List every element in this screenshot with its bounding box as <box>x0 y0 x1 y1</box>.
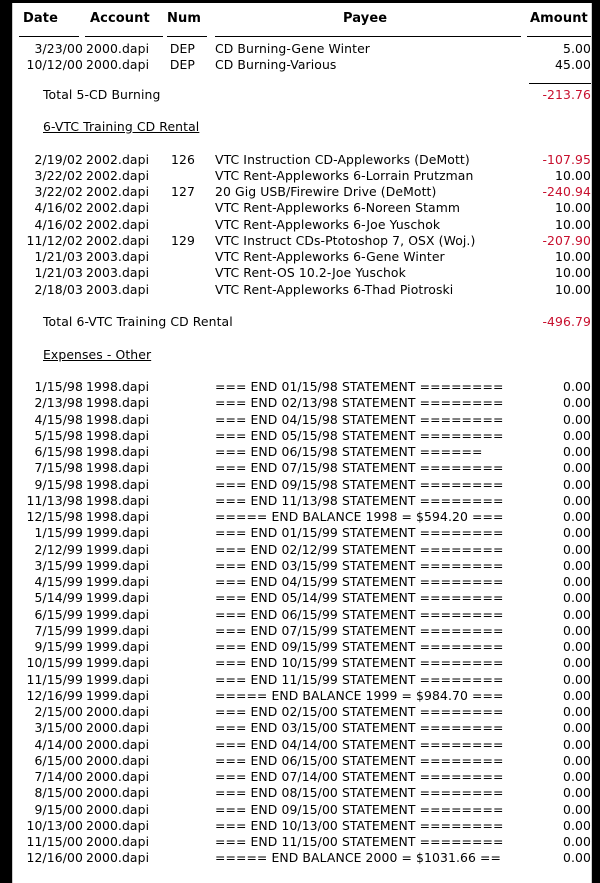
account-cell: 1999.dapi <box>86 574 150 589</box>
account-cell: 1999.dapi <box>86 541 150 557</box>
date-cell: 2/18/03 <box>34 281 83 297</box>
table-row[interactable] <box>13 152 591 168</box>
date-cell: 11/15/00 <box>26 834 83 849</box>
date-cell: 2/12/99 <box>34 541 83 557</box>
account-cell: 1999.dapi <box>86 557 150 573</box>
table-row[interactable] <box>13 249 591 265</box>
total-amount: -213.76 <box>542 86 591 102</box>
header-account[interactable]: Account <box>90 11 150 26</box>
payee-cell: VTC Rent-Appleworks 6-Noreen Stamm <box>215 200 461 216</box>
payee-cell: === END 07/15/99 STATEMENT ======== <box>215 622 504 638</box>
date-cell: 9/15/99 <box>34 639 83 654</box>
account-cell: 1998.dapi <box>86 492 150 508</box>
table-row[interactable] <box>13 850 591 866</box>
account-cell: 2003.dapi <box>86 265 150 281</box>
amount-cell: -207.90 <box>542 232 591 248</box>
payee-cell: === END 02/15/00 STATEMENT ======== <box>215 704 504 719</box>
date-cell: 1/21/03 <box>34 265 83 281</box>
num-cell: 126 <box>171 151 195 167</box>
date-cell: 5/14/99 <box>34 590 83 606</box>
header-date[interactable]: Date <box>23 11 58 26</box>
amount-cell: 0.00 <box>563 395 591 411</box>
account-cell: 2000.dapi <box>86 801 150 817</box>
amount-cell: 0.00 <box>563 785 591 801</box>
table-row[interactable] <box>13 737 591 753</box>
payee-cell: === END 05/14/99 STATEMENT ======== <box>215 590 504 606</box>
payee-cell: === END 02/13/98 STATEMENT ======== <box>215 395 504 411</box>
amount-cell: 0.00 <box>563 574 591 589</box>
table-row[interactable] <box>13 493 591 509</box>
payee-cell: === END 11/15/99 STATEMENT ======== <box>215 671 504 687</box>
table-row[interactable] <box>13 233 591 249</box>
payee-cell: === END 09/15/99 STATEMENT ======== <box>215 639 504 654</box>
header-rule-account <box>85 36 163 37</box>
account-cell: 2000.dapi <box>86 720 150 736</box>
date-cell: 2/19/02 <box>34 151 83 167</box>
payee-cell: === END 07/15/98 STATEMENT ======== <box>215 460 504 476</box>
date-cell: 4/16/02 <box>34 216 83 232</box>
amount-cell: 0.00 <box>563 801 591 817</box>
account-cell: 2000.dapi <box>86 41 150 56</box>
amount-cell: 45.00 <box>555 57 591 73</box>
table-row[interactable] <box>13 623 591 639</box>
date-cell: 12/15/98 <box>26 509 83 524</box>
payee-cell: === END 04/15/98 STATEMENT ======== <box>215 411 504 427</box>
total-label: Total 5-CD Burning <box>43 86 161 102</box>
date-cell: 2/15/00 <box>34 704 83 719</box>
date-cell: 9/15/98 <box>34 476 83 492</box>
table-row[interactable] <box>13 818 591 834</box>
amount-cell: 0.00 <box>563 655 591 671</box>
amount-cell: 0.00 <box>563 606 591 622</box>
date-cell: 7/15/98 <box>34 460 83 476</box>
date-cell: 11/13/98 <box>26 492 83 508</box>
amount-cell: -107.95 <box>542 151 591 167</box>
table-row[interactable] <box>13 753 591 769</box>
amount-cell: 0.00 <box>563 720 591 736</box>
account-cell: 2000.dapi <box>86 817 150 833</box>
group2-rows <box>13 152 591 298</box>
payee-cell: === END 05/15/98 STATEMENT ======== <box>215 427 504 443</box>
payee-cell: === END 06/15/00 STATEMENT ======== <box>215 752 504 768</box>
amount-cell: 0.00 <box>563 557 591 573</box>
account-cell: 1999.dapi <box>86 671 150 687</box>
table-row[interactable] <box>13 444 591 460</box>
account-cell: 2000.dapi <box>86 752 150 768</box>
table-row[interactable] <box>13 168 591 184</box>
section-title: 6-VTC Training CD Rental <box>43 119 200 134</box>
payee-cell: === END 07/14/00 STATEMENT ======== <box>215 769 504 784</box>
table-row[interactable] <box>13 558 591 574</box>
amount-cell: 0.00 <box>563 704 591 719</box>
date-cell: 4/15/98 <box>34 411 83 427</box>
account-cell: 2002.dapi <box>86 151 150 167</box>
amount-cell: 0.00 <box>563 590 591 606</box>
num-cell: 129 <box>171 232 195 248</box>
table-row[interactable] <box>13 282 591 298</box>
amount-cell: 0.00 <box>563 509 591 524</box>
account-cell: 1999.dapi <box>86 622 150 638</box>
date-cell: 3/22/02 <box>34 184 83 199</box>
table-row[interactable] <box>13 672 591 688</box>
amount-cell: 0.00 <box>563 834 591 849</box>
payee-cell: === END 10/15/99 STATEMENT ======== <box>215 655 504 671</box>
payee-cell: === END 09/15/98 STATEMENT ======== <box>215 476 504 492</box>
num-cell: DEP <box>169 57 195 73</box>
account-cell: 1999.dapi <box>86 606 150 622</box>
date-cell: 3/22/02 <box>34 167 83 183</box>
table-row[interactable] <box>13 379 591 395</box>
payee-cell: VTC Instruct CDs-Ptotoshop 7, OSX (Woj.) <box>215 232 476 248</box>
date-cell: 1/15/98 <box>34 379 83 394</box>
table-row[interactable] <box>13 542 591 558</box>
payee-cell: ===== END BALANCE 1998 = $594.20 === <box>215 509 504 524</box>
table-row[interactable] <box>13 607 591 623</box>
table-row[interactable] <box>13 785 591 801</box>
payee-cell: VTC Rent-Appleworks 6-Thad Piotroski <box>215 281 454 297</box>
table-row[interactable] <box>13 41 591 57</box>
num-cell: DEP <box>169 41 195 56</box>
table-row[interactable] <box>13 802 591 818</box>
total-amount: -496.79 <box>542 314 591 329</box>
header-amount[interactable]: Amount <box>530 11 588 26</box>
payee-cell: === END 04/14/00 STATEMENT ======== <box>215 736 504 752</box>
amount-cell: 0.00 <box>563 525 591 541</box>
payee-cell: === END 03/15/00 STATEMENT ======== <box>215 720 504 736</box>
date-cell: 3/23/00 <box>34 41 83 56</box>
account-cell: 2002.dapi <box>86 216 150 232</box>
header-payee[interactable]: Payee <box>343 11 388 26</box>
date-cell: 4/16/02 <box>34 200 83 216</box>
table-row[interactable] <box>13 574 591 590</box>
table-row[interactable] <box>13 217 591 233</box>
date-cell: 10/13/00 <box>26 817 83 833</box>
amount-cell: 0.00 <box>563 444 591 459</box>
date-cell: 7/15/99 <box>34 622 83 638</box>
total-row[interactable] <box>13 87 591 103</box>
account-cell: 2002.dapi <box>86 232 150 248</box>
account-cell: 1998.dapi <box>86 460 150 476</box>
account-cell: 1998.dapi <box>86 427 150 443</box>
payee-cell: === END 06/15/98 STATEMENT ====== <box>215 444 483 459</box>
column-header-row <box>13 3 591 41</box>
amount-cell: 0.00 <box>563 541 591 557</box>
amount-rule-row <box>13 74 591 87</box>
account-cell: 2000.dapi <box>86 850 150 866</box>
account-cell: 2002.dapi <box>86 200 150 216</box>
payee-cell: ===== END BALANCE 2000 = $1031.66 == <box>215 850 501 866</box>
account-cell: 1999.dapi <box>86 639 150 654</box>
amount-cell: 10.00 <box>555 167 591 183</box>
account-cell: 1998.dapi <box>86 379 150 394</box>
account-cell: 1999.dapi <box>86 655 150 671</box>
amount-cell: 10.00 <box>555 216 591 232</box>
header-rule-date <box>19 36 79 37</box>
payee-cell: === END 06/15/99 STATEMENT ======== <box>215 606 504 622</box>
payee-cell: === END 02/12/99 STATEMENT ======== <box>215 541 504 557</box>
account-cell: 1998.dapi <box>86 509 150 524</box>
table-row[interactable] <box>13 460 591 476</box>
date-cell: 10/12/00 <box>26 57 83 73</box>
date-cell: 1/21/03 <box>34 249 83 264</box>
table-row[interactable] <box>13 477 591 493</box>
payee-cell: === END 11/13/98 STATEMENT ======== <box>215 492 504 508</box>
date-cell: 6/15/98 <box>34 444 83 459</box>
table-row[interactable] <box>13 428 591 444</box>
account-cell: 2000.dapi <box>86 57 150 73</box>
payee-cell: VTC Instruction CD-Appleworks (DeMott) <box>215 151 470 167</box>
account-cell: 1998.dapi <box>86 411 150 427</box>
amount-cell: 0.00 <box>563 411 591 427</box>
report-page <box>12 3 592 883</box>
window-frame <box>3 3 597 877</box>
payee-cell: === END 10/13/00 STATEMENT ======== <box>215 817 504 833</box>
table-row[interactable] <box>13 704 591 720</box>
amount-cell: 0.00 <box>563 427 591 443</box>
amount-cell: 0.00 <box>563 687 591 703</box>
amount-cell: 10.00 <box>555 200 591 216</box>
table-row[interactable] <box>13 655 591 671</box>
date-cell: 3/15/00 <box>34 720 83 736</box>
subtotal-rule <box>529 83 591 84</box>
amount-cell: 10.00 <box>555 265 591 281</box>
payee-cell: 20 Gig USB/Firewire Drive (DeMott) <box>215 184 437 199</box>
account-cell: 1999.dapi <box>86 687 150 703</box>
date-cell: 12/16/00 <box>26 850 83 866</box>
date-cell: 1/15/99 <box>34 525 83 541</box>
date-cell: 10/15/99 <box>26 655 83 671</box>
group3-rows <box>13 379 591 867</box>
payee-cell: VTC Rent-OS 10.2-Joe Yuschok <box>215 265 406 281</box>
total-label: Total 6-VTC Training CD Rental <box>43 314 233 329</box>
table-row[interactable] <box>13 200 591 216</box>
date-cell: 2/13/98 <box>34 395 83 411</box>
amount-cell: 0.00 <box>563 850 591 866</box>
payee-cell: === END 04/15/99 STATEMENT ======== <box>215 574 504 589</box>
date-cell: 11/12/02 <box>26 232 83 248</box>
section-title: Expenses - Other <box>43 346 152 362</box>
account-cell: 1999.dapi <box>86 590 150 606</box>
account-cell: 2000.dapi <box>86 769 150 784</box>
table-row[interactable] <box>13 769 591 785</box>
header-rule-amount <box>527 36 591 37</box>
account-cell: 2002.dapi <box>86 167 150 183</box>
table-row[interactable] <box>13 688 591 704</box>
amount-cell: 0.00 <box>563 752 591 768</box>
payee-cell: === END 03/15/99 STATEMENT ======== <box>215 557 504 573</box>
payee-cell: CD Burning-Various <box>215 57 337 73</box>
account-cell: 2000.dapi <box>86 834 150 849</box>
header-num[interactable]: Num <box>167 11 201 26</box>
amount-cell: 0.00 <box>563 639 591 654</box>
amount-cell: 0.00 <box>563 769 591 784</box>
payee-cell: VTC Rent-Appleworks 6-Joe Yuschok <box>215 216 441 232</box>
date-cell: 6/15/99 <box>34 606 83 622</box>
amount-cell: 0.00 <box>563 476 591 492</box>
payee-cell: VTC Rent-Appleworks 6-Gene Winter <box>215 249 445 264</box>
date-cell: 3/15/99 <box>34 557 83 573</box>
date-cell: 11/15/99 <box>26 671 83 687</box>
num-cell: 127 <box>171 184 195 199</box>
table-row[interactable] <box>13 720 591 736</box>
payee-cell: === END 01/15/99 STATEMENT ======== <box>215 525 504 541</box>
payee-cell: === END 09/15/00 STATEMENT ======== <box>215 801 504 817</box>
table-row[interactable] <box>13 395 591 411</box>
table-row[interactable] <box>13 509 591 525</box>
payee-cell: VTC Rent-Appleworks 6-Lorrain Prutzman <box>215 167 474 183</box>
date-cell: 9/15/00 <box>34 801 83 817</box>
table-row[interactable] <box>13 590 591 606</box>
table-row[interactable] <box>13 525 591 541</box>
amount-cell: 0.00 <box>563 671 591 687</box>
date-cell: 5/15/98 <box>34 427 83 443</box>
date-cell: 4/15/99 <box>34 574 83 589</box>
amount-cell: 10.00 <box>555 249 591 264</box>
amount-cell: -240.94 <box>542 184 591 199</box>
payee-cell: === END 11/15/00 STATEMENT ======== <box>215 834 504 849</box>
table-row[interactable] <box>13 57 591 73</box>
account-cell: 2000.dapi <box>86 704 150 719</box>
account-cell: 1999.dapi <box>86 525 150 541</box>
payee-cell: === END 08/15/00 STATEMENT ======== <box>215 785 504 801</box>
amount-cell: 5.00 <box>563 41 591 56</box>
payee-cell: ===== END BALANCE 1999 = $984.70 === <box>215 687 504 703</box>
header-rule-num <box>167 36 207 37</box>
amount-cell: 0.00 <box>563 379 591 394</box>
amount-cell: 0.00 <box>563 622 591 638</box>
payee-cell: CD Burning-Gene Winter <box>215 41 370 56</box>
date-cell: 6/15/00 <box>34 752 83 768</box>
account-cell: 2003.dapi <box>86 249 150 264</box>
account-cell: 2003.dapi <box>86 281 150 297</box>
date-cell: 7/14/00 <box>34 769 83 784</box>
table-row[interactable] <box>13 184 591 200</box>
date-cell: 8/15/00 <box>34 785 83 801</box>
payee-cell: === END 01/15/98 STATEMENT ======== <box>215 379 504 394</box>
table-row[interactable] <box>13 412 591 428</box>
date-cell: 4/14/00 <box>34 736 83 752</box>
account-cell: 2002.dapi <box>86 184 150 199</box>
account-cell: 2000.dapi <box>86 736 150 752</box>
amount-cell: 0.00 <box>563 460 591 476</box>
table-row[interactable] <box>13 834 591 850</box>
section-title-row <box>13 119 591 135</box>
date-cell: 12/16/99 <box>26 687 83 703</box>
account-cell: 2000.dapi <box>86 785 150 801</box>
header-rule-payee <box>215 36 521 37</box>
account-cell: 1998.dapi <box>86 444 150 459</box>
table-row[interactable] <box>13 265 591 281</box>
transaction-report <box>13 3 591 867</box>
amount-cell: 10.00 <box>555 281 591 297</box>
amount-cell: 0.00 <box>563 492 591 508</box>
account-cell: 1998.dapi <box>86 395 150 411</box>
account-cell: 1998.dapi <box>86 476 150 492</box>
total-row[interactable] <box>13 314 591 330</box>
table-row[interactable] <box>13 639 591 655</box>
amount-cell: 0.00 <box>563 736 591 752</box>
section-title-row <box>13 347 591 363</box>
group1-rows <box>13 41 591 74</box>
amount-cell: 0.00 <box>563 817 591 833</box>
